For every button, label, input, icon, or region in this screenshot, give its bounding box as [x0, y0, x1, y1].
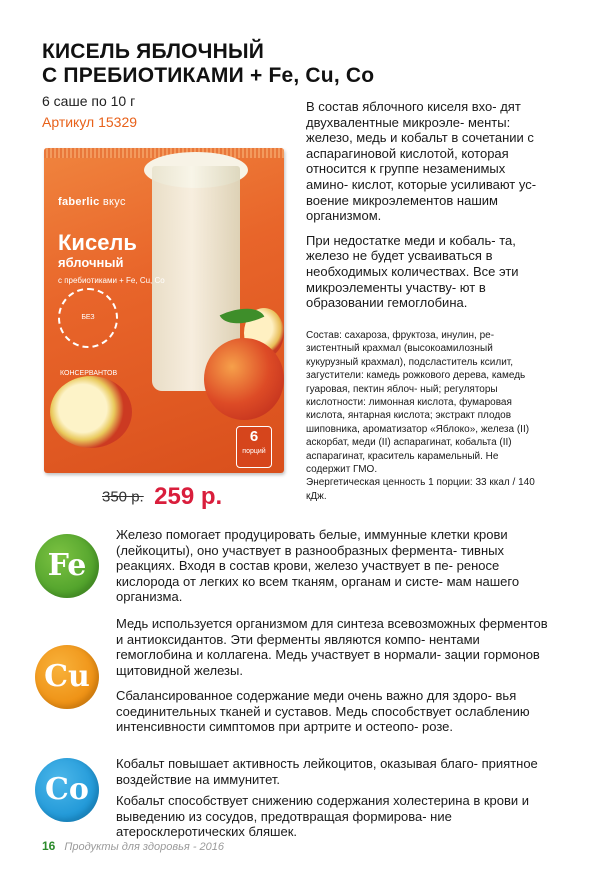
pack-size: 6 саше по 10 г — [42, 93, 136, 109]
article-number: Артикул 15329 — [42, 114, 138, 130]
cobalt-paragraph-2: Кобальт способствует снижению содержания холестерина в крови и выведению из сосудов, предотвращая формирова- ние атеросклеротических бляшек. — [116, 793, 530, 840]
iron-fe-icon: Fe — [35, 534, 99, 598]
brand-name: faberlic — [58, 196, 100, 208]
page-number: 16 — [42, 839, 56, 853]
title-line-1: КИСЕЛЬ ЯБЛОЧНЫЙ — [42, 40, 265, 63]
cobalt-paragraph-1: Кобальт повышает активность лейкоцитов, оказывая благо- приятное воздействие на иммунитет. — [116, 756, 538, 787]
composition-block — [306, 329, 540, 503]
new-price: 259 р. — [154, 483, 223, 510]
iron-paragraph: Железо помогает продуцировать белые, иммунные клетки крови (лейкоциты), оно участвует в разнообразных фермента- тивных реакциях. Входя в состав крови, железо участвует в пе- реносе кислорода от легких ко всем тканям, органам и систе- мам нашего организма. — [116, 527, 520, 605]
brand-sub: вкус — [102, 196, 126, 208]
catalog-title: Продукты для здоровья - 2016 — [64, 841, 225, 853]
energy-value: Энергетическая ценность 1 порции: 33 ккал / 140 кДж. — [306, 477, 535, 502]
description-paragraph-1: В состав яблочного киселя вхо- дят двухвалентные микроэле- менты: железо, медь и кобальт в сочетании с аспарагиновой кислотой, которая относится к группе незаменимых амино- кислот, которые усиливают ус- воение микроэлементов нашим организмом. — [306, 99, 537, 224]
page-footer — [42, 839, 224, 853]
copper-cu-icon: Cu — [35, 645, 99, 709]
portions-badge — [236, 426, 272, 468]
old-price: 350 р. — [102, 488, 144, 506]
brand-logo — [58, 196, 126, 208]
description-paragraph-2: При недостатке меди и кобаль- та, железо не будет усваиваться в необходимых количествах. Все эти микроэлементы участву- ют в образовании гемоглобина. — [306, 232, 519, 311]
price-block — [102, 483, 222, 511]
no-preservatives-seal: БЕЗ КОНСЕРВАНТОВ — [58, 288, 118, 348]
product-sachet — [44, 148, 284, 473]
page-title — [42, 40, 402, 88]
red-apple-icon — [204, 338, 284, 420]
portions-count: 6 — [249, 428, 259, 445]
copper-paragraph-2: Сбалансированное содержание меди очень важно для здоро- вья соединительных тканей и суставов. Медь способствует ослаблению интенсивности симптомов при артрите и остеопо- розе. — [116, 688, 530, 735]
product-image — [44, 140, 284, 482]
portions-label: порций — [242, 448, 266, 455]
package-product-name: Кисель — [58, 230, 137, 255]
composition-text: Состав: сахароза, фруктоза, инулин, ре- зистентный крахмал (высокоамилозный кукурузный крахмал), подсластитель ксилит, загустители: камедь рожкового дерева, камедь гуаровая, пектин яблоч- ный; регуляторы кислотности: лимонная кислота, фумаровая кислота, янтарная кислота; экстракт плодов шиповника, ароматизатор «Яблоко», железа (II) аскорбат, меди (II) аспарагинат, кобальта (II) аспарагинат, краситель карамельный. Не содержит ГМО. — [306, 330, 530, 476]
product-description — [306, 99, 540, 320]
title-line-2: С ПРЕБИОТИКАМИ + Fe, Cu, Co — [42, 64, 375, 87]
cobalt-co-icon: Co — [35, 758, 99, 822]
package-product-flavor: яблочный — [58, 255, 124, 270]
copper-paragraph-1: Медь используется организмом для синтеза всевозможных ферментов и антиоксидантов. Эти ферменты являются компо- нентами гемоглобина и коллагена. Медь участвует в нормали- зации гормонов щитовидной железы. — [116, 616, 548, 678]
package-product-note: с пребиотиками + Fe, Cu, Co — [58, 276, 165, 285]
